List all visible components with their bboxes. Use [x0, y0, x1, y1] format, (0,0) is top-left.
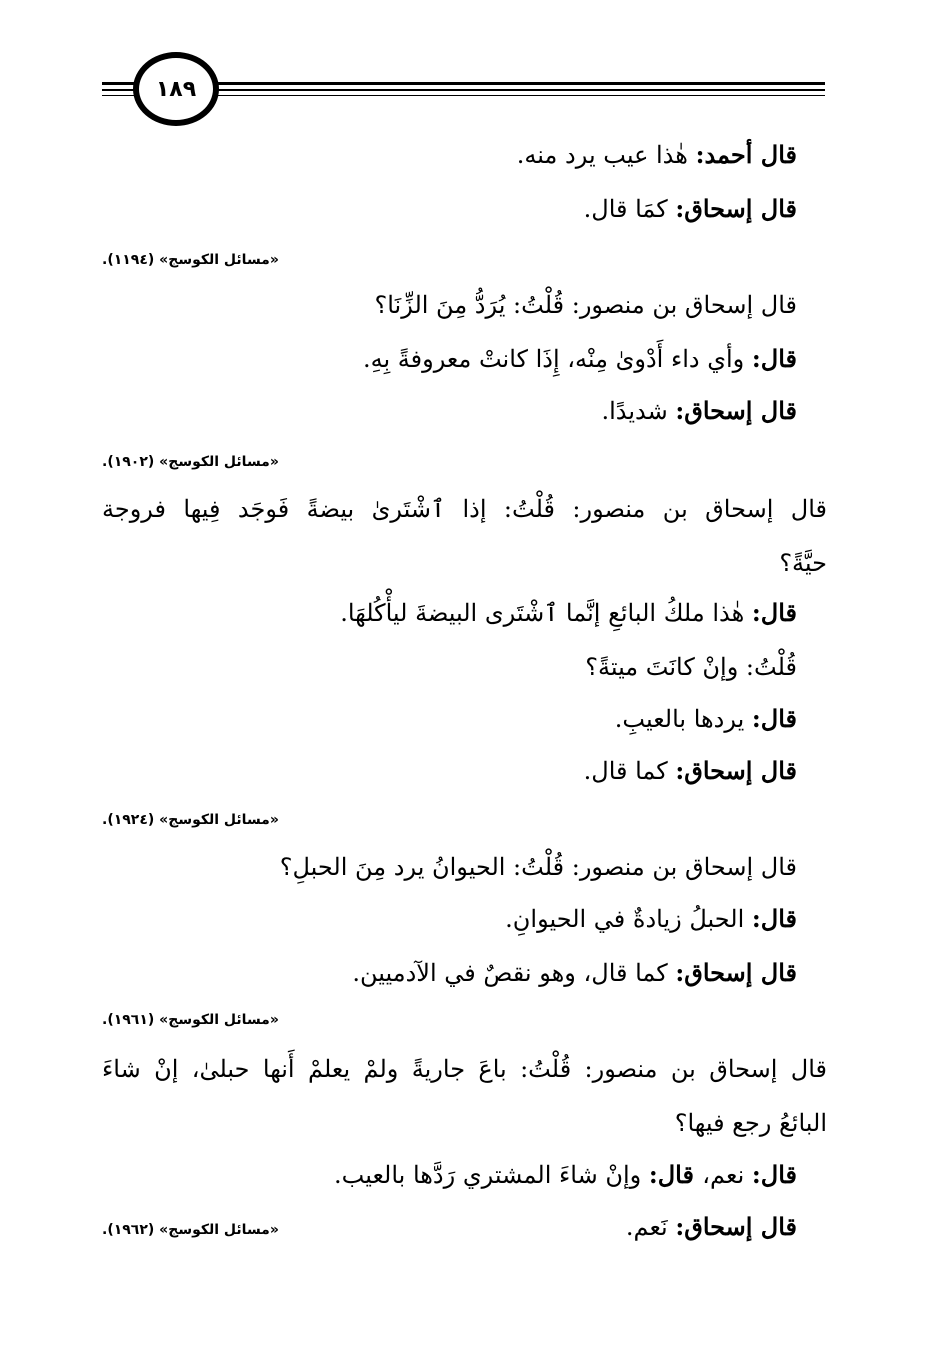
line-text: الحبلُ زيادةٌ في الحيوانِ.: [505, 905, 752, 933]
text-line: [517, 138, 797, 172]
speaker-label: قال إسحاق:: [675, 756, 797, 785]
text-line: [585, 650, 797, 684]
text-line: [363, 342, 797, 376]
line-text: قال إسحاق بن منصور: قُلْتُ: الحيوانُ يرد مِنَ الحبلِ؟: [279, 853, 797, 881]
citation: «مسائل الكوسج» (١٩٢٤).: [102, 812, 279, 828]
line-text: وإنْ شاءَ المشتري رَدَّها بالعيب.: [334, 1161, 649, 1189]
speaker-label: قال:: [751, 344, 797, 373]
speaker-label: قال:: [751, 704, 797, 733]
text-line: [374, 288, 797, 322]
line-text: هٰذا ملكُ البائعِ إنَّما ٱشْتَرى البيضةَ ليأْكُلهَا.: [340, 599, 752, 627]
text-line: [584, 192, 797, 226]
text-line: [102, 1052, 827, 1086]
page-number: ١٨٩: [155, 76, 197, 102]
speaker-label: قال أحمد:: [695, 140, 797, 169]
line-text: كمَا قال.: [583, 195, 676, 223]
line-text: البائعُ رجع فيها؟: [674, 1109, 827, 1137]
citation: «مسائل الكوسج» (١٩٠٢).: [102, 454, 279, 470]
citation: «مسائل الكوسج» (١١٩٤).: [102, 252, 279, 268]
line-text: حيَّةً؟: [779, 549, 827, 577]
line-text: كما قال.: [583, 757, 676, 785]
citation: «مسائل الكوسج» (١٩٦٢).: [102, 1222, 279, 1238]
speaker-label: قال:: [751, 904, 797, 933]
speaker-label: قال إسحاق:: [675, 958, 797, 987]
speaker-label: قال:: [751, 1160, 797, 1189]
text-line: [334, 1158, 797, 1192]
line-text: يردها بالعيبِ.: [614, 705, 752, 733]
line-text: نَعم.: [625, 1213, 676, 1241]
text-line: [352, 956, 797, 990]
text-line: [584, 754, 797, 788]
speaker-label: قال إسحاق:: [675, 1212, 797, 1241]
speaker-label: قال:: [751, 598, 797, 627]
line-text: نعم،: [702, 1161, 752, 1189]
text-line: [280, 850, 797, 884]
speaker-label: قال إسحاق:: [675, 194, 797, 223]
speaker-label: قال:: [648, 1160, 703, 1189]
line-text: شديدًا.: [601, 397, 676, 425]
line-text: قال إسحاق بن منصور: قُلْتُ: باعَ جاريةً ولمْ يعلمْ أَنها حبلىٰ، إنْ شاءَ: [102, 1055, 827, 1083]
text-line: [779, 546, 827, 580]
text-line: [340, 596, 797, 630]
line-text: قال إسحاق بن منصور: قُلْتُ: يُرَدُّ مِنَ الزِّنَا؟: [374, 291, 797, 319]
text-line: [505, 902, 797, 936]
text-line: [102, 492, 827, 526]
line-text: كما قال، وهو نقصٌ في الآدميين.: [352, 959, 676, 987]
line-text: قُلْتُ: وإنْ كانَتَ ميتةً؟: [585, 653, 797, 681]
text-line: [601, 394, 797, 428]
speaker-label: قال إسحاق:: [675, 396, 797, 425]
line-text: هٰذا عيب يرد منه.: [516, 141, 696, 169]
text-line: [675, 1106, 827, 1140]
line-text: قال إسحاق بن منصور: قُلْتُ: إذا ٱشْتَرىٰ بيضةً فَوجَد فِيها فروجة: [102, 495, 827, 523]
line-text: وأي داء أَدْوىٰ مِنْه، إِذَا كانتْ معروفةً بِهِ.: [362, 345, 752, 373]
text-line: [626, 1210, 797, 1244]
citation: «مسائل الكوسج» (١٩٦١).: [102, 1012, 279, 1028]
text-line: [615, 702, 797, 736]
